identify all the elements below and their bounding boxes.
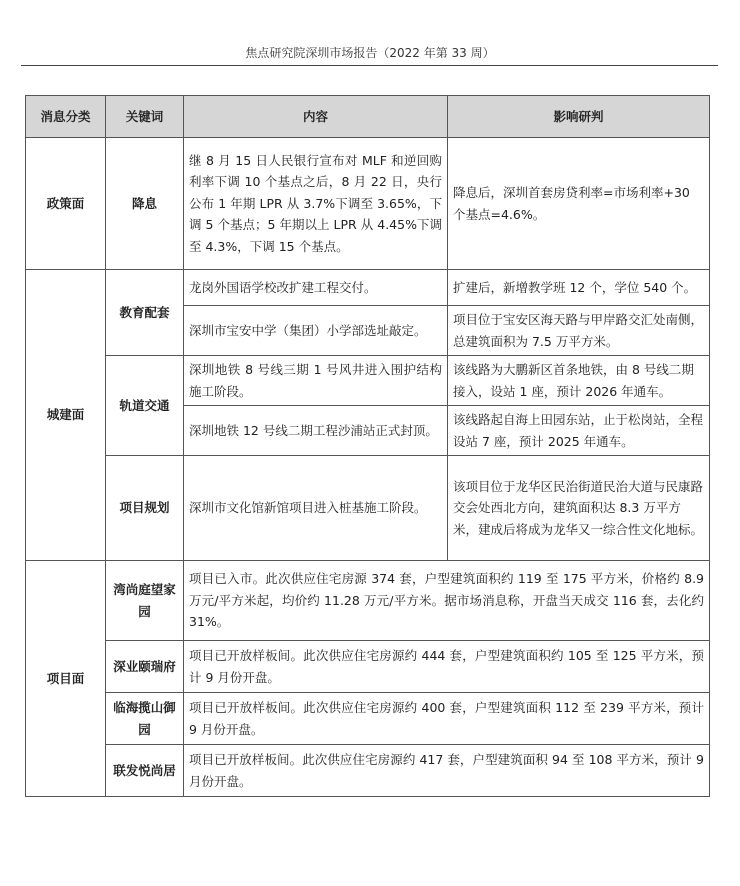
impact-cell: 降息后，深圳首套房贷利率=市场利率+30 个基点=4.6%。: [448, 138, 710, 270]
table-row: [26, 456, 710, 561]
table-row: [26, 270, 710, 306]
report-header-title: 焦点研究院深圳市场报告（2022 年第 33 周）: [245, 46, 495, 60]
impact-cell: 该线路起自海上田园东站，止于松岗站，全程设站 7 座，预计 2025 年通车。: [448, 406, 710, 456]
impact-cell: 扩建后，新增教学班 12 个，学位 540 个。: [448, 270, 710, 306]
table-row: [26, 138, 710, 270]
content-cell: 龙岗外国语学校改扩建工程交付。: [184, 270, 448, 306]
impact-cell: 该线路为大鹏新区首条地铁，由 8 号线二期接入，设站 1 座，预计 2026 年通车。: [448, 356, 710, 406]
category-projects: 项目面: [26, 561, 106, 797]
content-cell: 深圳地铁 12 号线二期工程沙浦站正式封顶。: [184, 406, 448, 456]
content-cell: 项目已开放样板间。此次供应住宅房源约 417 套，户型建筑面积 94 至 108 平方米，预计 9 月份开盘。: [184, 745, 710, 797]
impact-cell: 项目位于宝安区海天路与甲岸路交汇处南侧，总建筑面积为 7.5 万平方米。: [448, 306, 710, 356]
content-cell: 项目已入市。此次供应住宅房源 374 套，户型建筑面积约 119 至 175 平方米，价格约 8.9 万元/平方米起，均价约 11.28 万元/平方米。据市场消息称，开盘当天成交 116 套，去化约 31%。: [184, 561, 710, 641]
keyword-project-name: 临海揽山御园: [106, 693, 184, 745]
category-urban: 城建面: [26, 270, 106, 561]
keyword-project-name: 深业颐瑞府: [106, 641, 184, 693]
column-header-keyword: 关键词: [106, 96, 184, 138]
table-row: [26, 745, 710, 797]
column-header-content: 内容: [184, 96, 448, 138]
table-header-row: [26, 96, 710, 138]
keyword-project-name: 湾尚庭望家园: [106, 561, 184, 641]
table-row: [26, 356, 710, 406]
keyword-project-planning: 项目规划: [106, 456, 184, 561]
keyword-rate-cut: 降息: [106, 138, 184, 270]
table-row: [26, 561, 710, 641]
market-report-table: [25, 95, 710, 797]
content-cell: 项目已开放样板间。此次供应住宅房源约 400 套，户型建筑面积 112 至 239 平方米，预计 9 月份开盘。: [184, 693, 710, 745]
content-cell: 继 8 月 15 日人民银行宣布对 MLF 和逆回购利率下调 10 个基点之后，8 月 22 日，央行公布 1 年期 LPR 从 3.7%下调至 3.65%，下调 5 个基点；5 年期以上 LPR 从 4.45%下调至 4.3%，下调 15 个基点。: [184, 138, 448, 270]
keyword-education: 教育配套: [106, 270, 184, 356]
impact-cell: 该项目位于龙华区民治街道民治大道与民康路交会处西北方向，建筑面积达 8.3 万平方米，建成后将成为龙华又一综合性文化地标。: [448, 456, 710, 561]
content-cell: 深圳市文化馆新馆项目进入桩基施工阶段。: [184, 456, 448, 561]
table-row: [26, 693, 710, 745]
keyword-rail-transit: 轨道交通: [106, 356, 184, 456]
column-header-impact: 影响研判: [448, 96, 710, 138]
column-header-category: 消息分类: [26, 96, 106, 138]
content-cell: 深圳地铁 8 号线三期 1 号风井进入围护结构施工阶段。: [184, 356, 448, 406]
keyword-project-name: 联发悦尚居: [106, 745, 184, 797]
category-policy: 政策面: [26, 138, 106, 270]
content-cell: 深圳市宝安中学（集团）小学部选址敲定。: [184, 306, 448, 356]
table-row: [26, 641, 710, 693]
content-cell: 项目已开放样板间。此次供应住宅房源约 444 套，户型建筑面积约 105 至 125 平方米，预计 9 月份开盘。: [184, 641, 710, 693]
header-divider: [21, 65, 718, 66]
